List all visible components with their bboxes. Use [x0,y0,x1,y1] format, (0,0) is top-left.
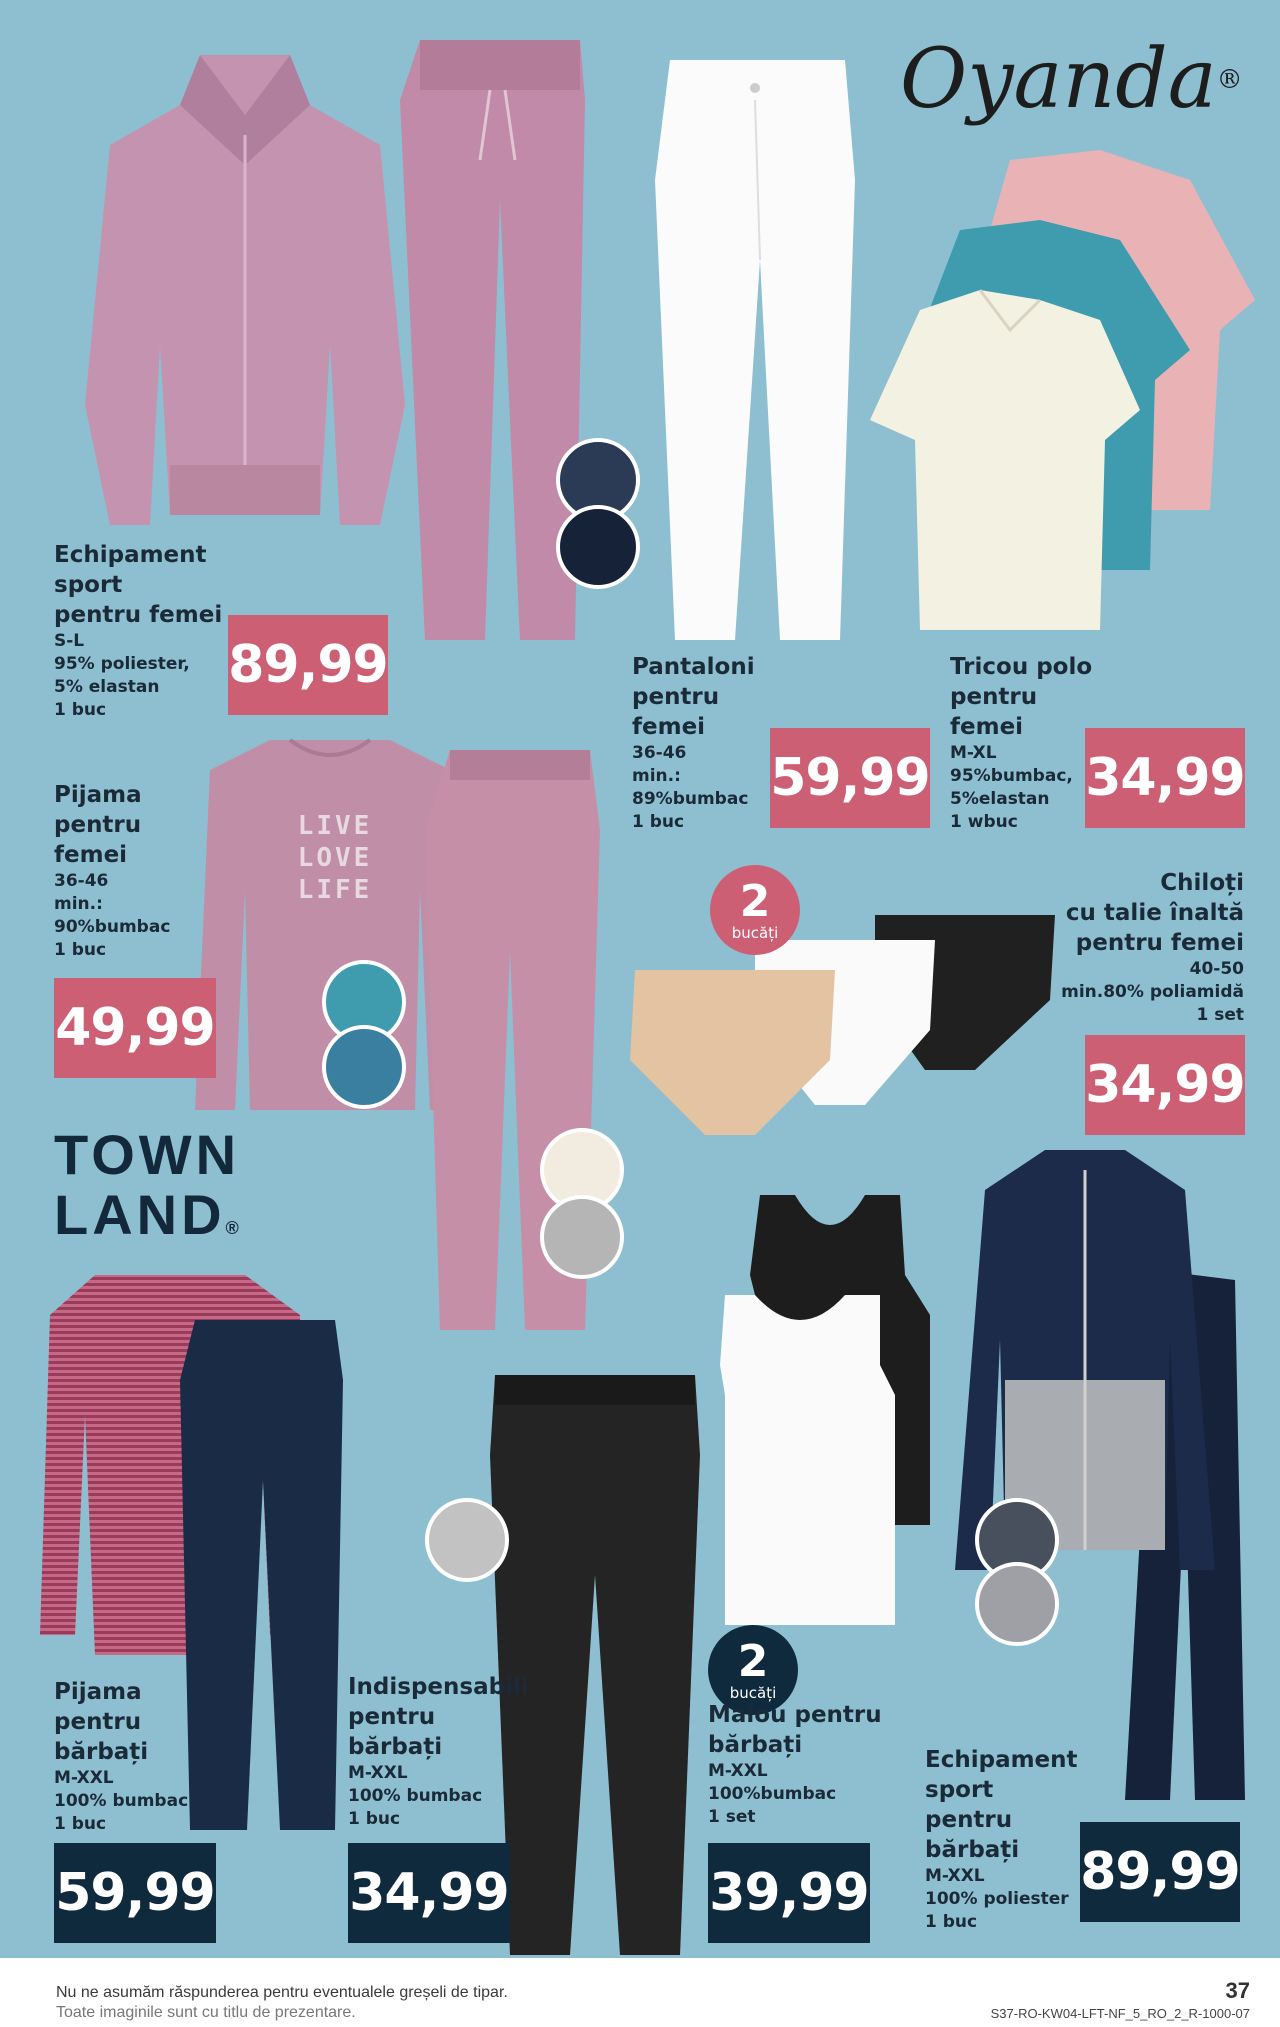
product-detail: min.: [54,894,103,914]
product-title-line: pentru [54,1709,142,1735]
product-title-line: bărbați [925,1837,1020,1863]
oyanda-logo [900,30,1250,140]
townland-logo-line1: TOWN [54,1123,241,1186]
product-title-line: pentru femei [1075,930,1244,956]
product-detail: 89%bumbac [632,789,749,809]
product-detail: 1 buc [632,812,685,832]
product-detail: min.: [632,766,681,786]
badge-unit: bucăți [731,924,779,942]
product-detail: 36-46 [54,871,109,891]
price-tag-polo-women: 34,99 [1085,728,1245,828]
product-detail: min.80% poliamidă [1061,982,1244,1002]
product-title-line: Echipament [925,1747,1078,1773]
catalog-code: S37-RO-KW04-LFT-NF_5_RO_2_R-1000-07 [990,2006,1250,2021]
men-pijama-pants-image [175,1320,345,1840]
price-tag-pijama-men: 59,99 [54,1843,216,1943]
product-detail: 1 set [708,1807,756,1827]
product-detail: M-XXL [54,1768,114,1788]
color-swatch-blue-floral [322,1025,406,1109]
color-swatch-navy [556,505,640,589]
product-title-line: bărbați [348,1734,443,1760]
women-polo-shirts-image [860,150,1260,640]
product-title-line: pentru [348,1704,436,1730]
product-title-line: Pijama [54,782,142,808]
product-title-line: pentru [925,1807,1013,1833]
product-title-line: bărbați [708,1732,803,1758]
product-sport-women-info [54,540,222,722]
product-title-line: femei [54,842,128,868]
product-detail: 5% elastan [54,677,160,697]
product-title-line: Chiloți [1160,870,1244,896]
color-swatch-grey [540,1195,624,1279]
townland-registered-mark: ® [225,1218,239,1238]
product-pijama-men-info [54,1677,188,1836]
product-detail: 100%bumbac [708,1784,837,1804]
product-detail: 36-46 [632,743,687,763]
men-sport-set-image [955,1150,1255,1800]
women-velour-jacket-image [80,45,410,525]
product-title-line: Maiou pentru [708,1702,882,1728]
product-detail: 100% bumbac [54,1791,189,1811]
price-tag-sport-women: 89,99 [228,615,388,715]
product-detail: 1 buc [54,940,107,960]
product-title-line: cu talie înaltă [1065,900,1244,926]
product-detail: S-L [54,631,85,651]
price-tag-pijama-women: 49,99 [54,978,216,1078]
product-detail: 100% poliester [925,1889,1069,1909]
product-detail: 1 wbuc [950,812,1018,832]
product-sport-men-info [925,1745,1078,1934]
product-title-line: Pantaloni [632,654,755,680]
product-detail: M-XXL [925,1866,985,1886]
product-title-line: pentru [632,684,720,710]
women-white-pants-image [650,60,860,640]
product-title-line: pentru femei [54,602,223,628]
oyanda-logo-text: Oyanda [900,32,1217,127]
product-detail: 1 buc [925,1912,978,1932]
townland-logo [54,1123,241,1255]
color-swatch-grey-heather [975,1562,1059,1646]
page-number: 37 [1225,1978,1250,2003]
product-detail: 1 buc [348,1809,401,1829]
price-tag-briefs-women: 34,99 [1085,1035,1245,1135]
price-tag-sport-men: 89,99 [1080,1822,1240,1922]
disclaimer-line: Toate imaginile sunt cu titlu de prezentare. [56,2004,356,2021]
pijama-print-text [280,810,390,906]
product-tank-men-info [708,1700,882,1829]
badge-number: 2 [737,1636,769,1687]
pijama-print-line: LOVE [297,843,373,873]
product-long-johns-men-info [348,1672,529,1831]
product-title-line: pentru [950,684,1038,710]
pijama-print-line: LIFE [297,875,373,905]
townland-logo-line2: LAND [54,1183,226,1246]
product-title-line: sport [925,1777,994,1803]
product-detail: M-XXL [348,1763,408,1783]
product-title-line: Indispensabili [348,1674,529,1700]
product-title-line: femei [632,714,706,740]
disclaimer-line: Nu ne asumăm răspunderea pentru eventualele greșeli de tipar. [56,1984,508,2001]
footer-disclaimer [56,1983,508,2023]
price-tag-long-johns-men: 34,99 [348,1843,510,1943]
product-detail: 95%bumbac, [950,766,1073,786]
price-tag-pants-women: 59,99 [770,728,930,828]
badge-number: 2 [739,876,771,927]
oyanda-registered-mark: ® [1216,65,1243,95]
product-title-line: pentru [54,812,142,838]
women-briefs-image [625,910,1065,1140]
product-detail: 40-50 [1189,959,1244,979]
product-title-line: Tricou polo [950,654,1093,680]
men-long-johns-image [485,1375,705,1955]
color-swatch-light-grey [425,1498,509,1582]
product-detail: M-XL [950,743,997,763]
pijama-print-line: LIVE [297,811,373,841]
badge-unit: bucăți [729,1684,777,1702]
product-title-line: Pijama [54,1679,142,1705]
product-title-line: femei [950,714,1024,740]
product-detail: 90%bumbac [54,917,171,937]
product-pants-women-info [632,652,755,834]
price-tag-tank-men: 39,99 [708,1843,870,1943]
product-title-line: Echipament [54,542,207,568]
men-tank-tops-image [720,1195,940,1635]
product-briefs-women-info [1061,868,1244,1027]
product-pijama-women-info [54,780,170,962]
product-detail: 100% bumbac [348,1786,483,1806]
product-detail: 95% poliester, [54,654,190,674]
product-polo-women-info [950,652,1092,834]
product-title-line: sport [54,572,123,598]
product-detail: M-XXL [708,1761,768,1781]
quantity-badge-briefs [710,865,800,955]
product-title-line: bărbați [54,1739,149,1765]
product-detail: 5%elastan [950,789,1050,809]
product-detail: 1 buc [54,1814,107,1834]
product-detail: 1 set [1196,1005,1244,1025]
product-detail: 1 buc [54,700,107,720]
